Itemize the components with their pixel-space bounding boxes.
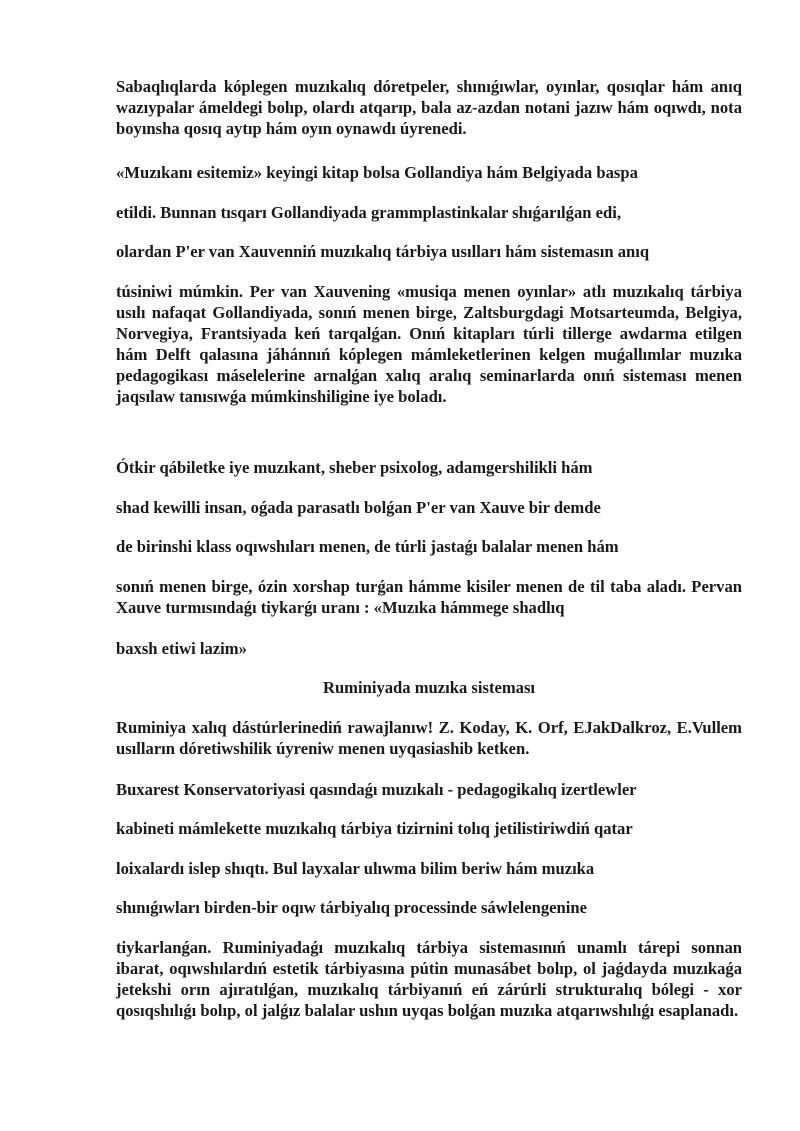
line-olardan: olardan P'er van Xauvenniń muzıkalıq tárbiya usılları hám sistemasın anıq — [116, 242, 650, 261]
line-etildi: etildi. Bunnan tısqarı Gollandiyada grammplastinkalar shıǵarılǵan edi, — [116, 203, 621, 222]
line-de-birinshi: de birinshi klass oqıwshıları menen, de túrli jastaǵı balalar menen hám — [116, 537, 619, 556]
section-heading: Ruminiyada muzıka sisteması — [322, 678, 536, 697]
line-kabineti: kabineti mámlekette muzıkalıq tárbiya tizirnini tolıq jetilistiriwdiń qatar — [116, 819, 633, 838]
paragraph-tusiniwi: túsiniwi múmkin. Per van Xauvening «musiqa menen oyınlar» atlı muzıkalıq tárbiya usılı nafaqat Gollandiyada, sonıń menen birge, Zaltsburgdagi Motsarteumda, Belgiya, Norvegiya, Frantsiyada keń tarqalǵan. Onıń kitapları túrli tillerge awdarma etilgen hám Delft qalasına jáhánnıń kóplegen mámleketlerinen kelgen muǵallımlar muzıka pedagogikası máselelerine arnalǵan xalıq aralıq seminarlarda onıń sisteması menen jaqsılaw tanısıwǵa múmkinshiligine iye boladı. — [116, 282, 742, 406]
paragraph-ruminiya: Ruminiya xalıq dástúrlerinediń rawajlanıw! Z. Koday, K. Orf, EJakDalkroz, E.Vullem usılların dóretiwshilik úyreniw menen uyqasiashib ketken. — [116, 718, 742, 758]
line-shinigiwlari: shınıǵıwları birden-bir oqıw tárbiyalıq processinde sáwlelengenine — [116, 898, 587, 917]
line-loixalardi: loixalardı islep shıqtı. Bul layxalar ulıwma bilim beriw hám muzıka — [116, 859, 595, 878]
line-baxsh-etiwi: baxsh etiwi lazim» — [116, 639, 247, 658]
paragraph-tiykarlangan: tiykarlanǵan. Ruminiyadaǵı muzıkalıq tárbiya sistemasınıń unamlı tárepi sonnan ibarat, oqıwshılardıń estetik tárbiyasına pútin munasábet bolıp, ol jaǵdayda muzıkaǵa jetekshi orın ajıratılǵan, muzıkalıq tárbiyanıń eń zárúrli strukturalıq bólegi - xor qosıqshılıǵı bolıp, ol jalǵız balalar ushın uyqas bolǵan muzıka atqarıwshılıǵı esaplanadı. — [116, 938, 742, 1020]
paragraph-sonin-menen: sonıń menen birge, ózin xorshap turǵan hámme kisiler menen de til taba aladı. Pervan Xauve turmısındaǵı tiykarǵı uranı : «Muzıka hámmege shadlıq — [116, 577, 742, 617]
line-shad-kewilli: shad kewilli insan, oǵada parasatlı bolǵan P'er van Xauve bir demde — [116, 498, 601, 517]
line-buxarest: Buxarest Konservatoriyasi qasındaǵı muzıkalı - pedagogikalıq izertlewler — [116, 780, 637, 799]
line-otkir: Ótkir qábiletke iye muzıkant, sheber psixolog, adamgershilikli hám — [116, 458, 593, 477]
paragraph-sabaqliqlarda: Sabaqlıqlarda kóplegen muzıkalıq dóretpeler, shınıǵıwlar, oyınlar, qosıqlar hám anıq wazıypalar ámeldegi bolıp, olardı atqarıp, bala az-azdan notani jazıw hám oqıwdı, nota boyınsha qosıq aytıp hám oyın oynawdı úyrenedi. — [116, 77, 742, 138]
line-muzikani-esitemiz: «Muzıkanı esitemiz» keyingi kitap bolsa Gollandiya hám Belgiyada baspa — [116, 163, 638, 182]
